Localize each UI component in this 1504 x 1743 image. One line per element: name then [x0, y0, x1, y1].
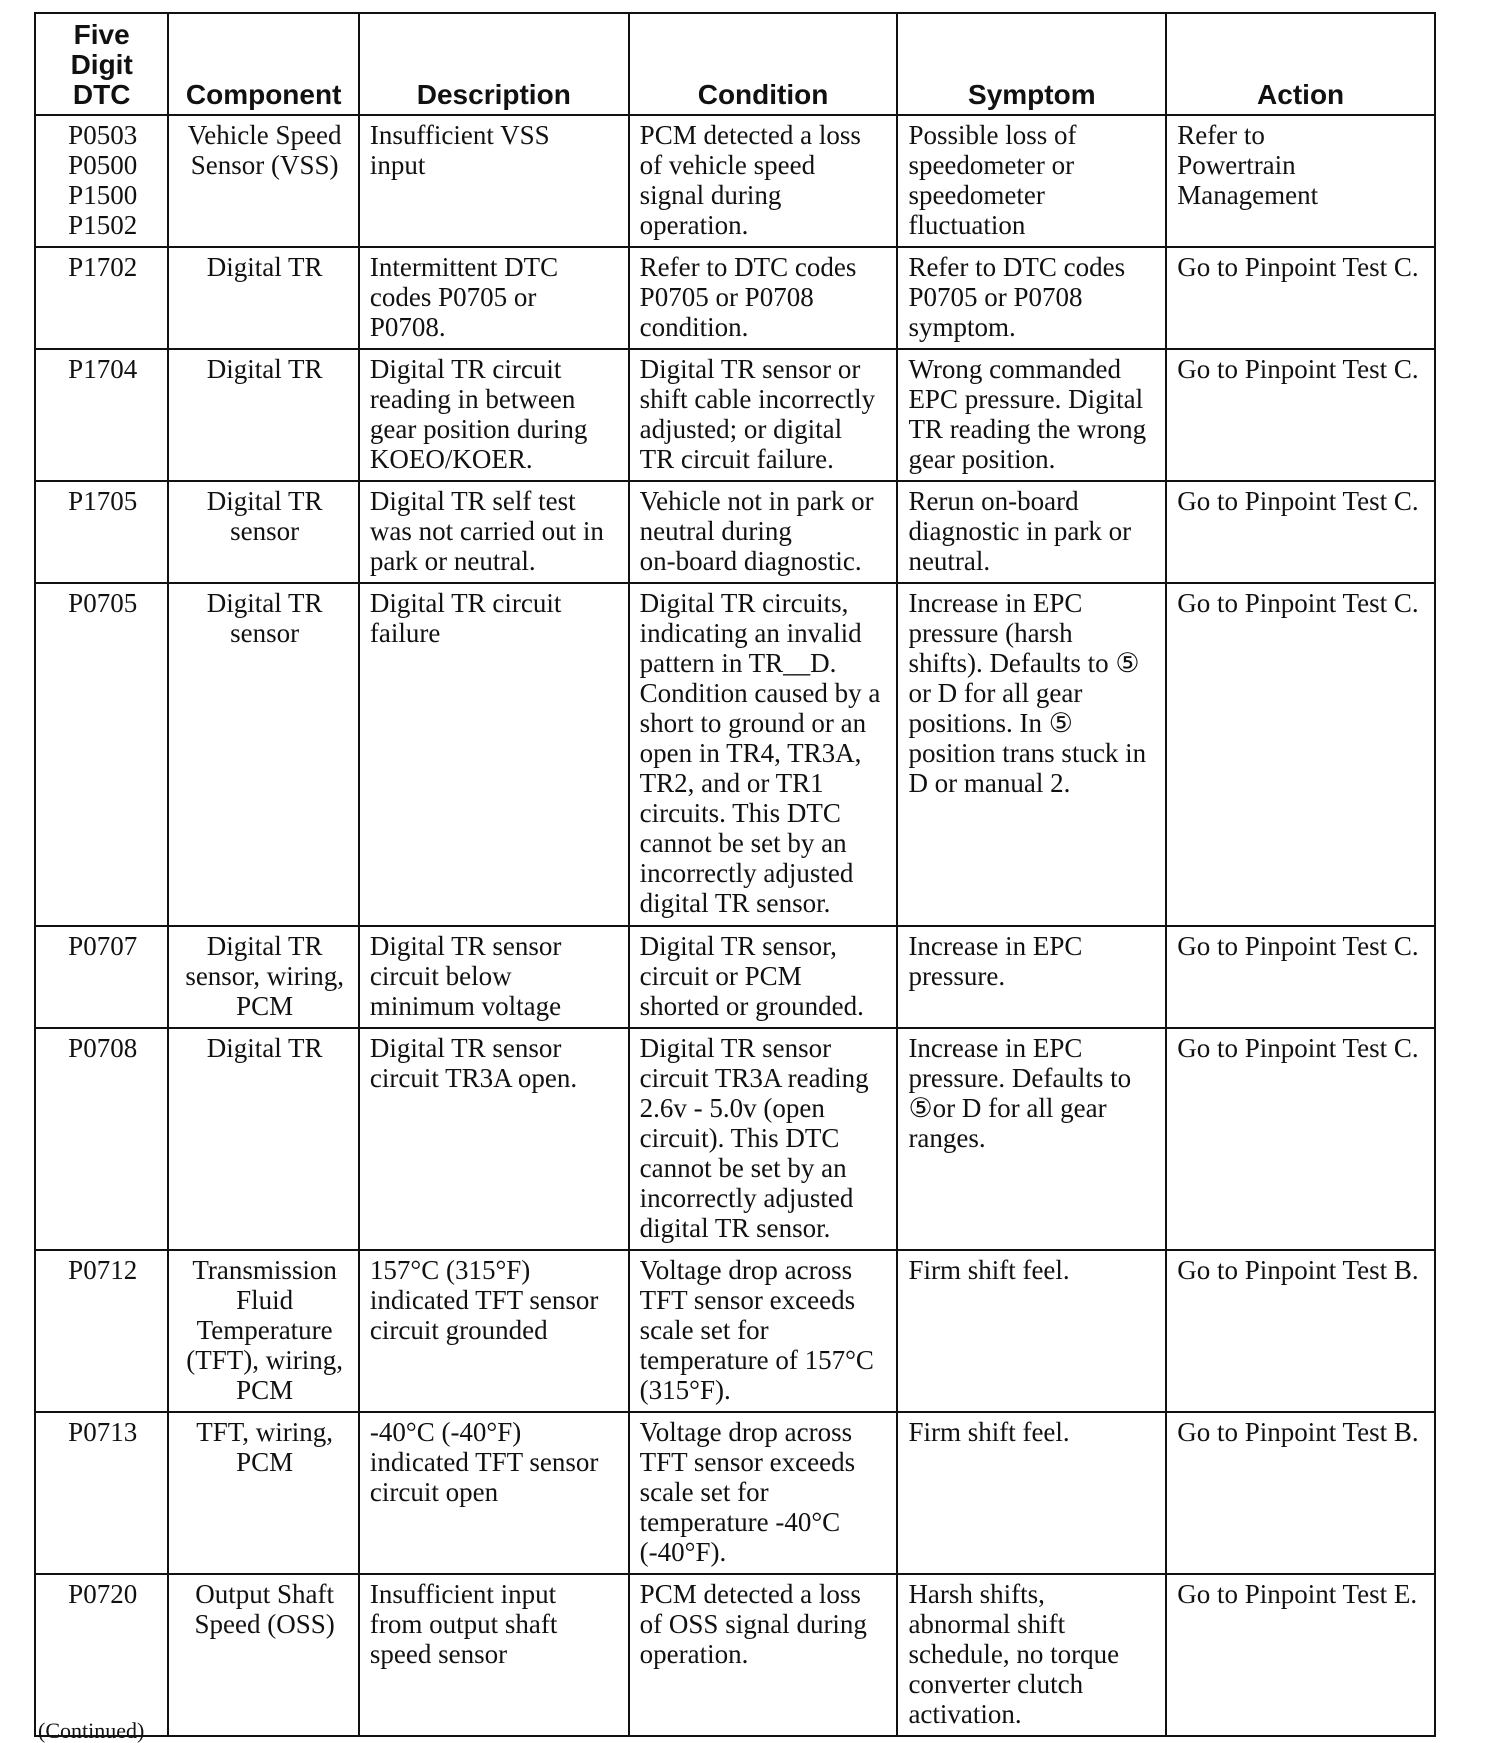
action-cell: Go to Pinpoint Test B.: [1166, 1412, 1435, 1574]
condition-cell: Digital TR sensor circuit TR3A reading 2.6v - 5.0v (open circuit). This DTC cannot be set by an incorrectly adjusted digital TR sensor.: [629, 1028, 898, 1250]
action-cell: Go to Pinpoint Test C.: [1166, 926, 1435, 1028]
condition-cell: Digital TR circuits, indicating an invalid pattern in TR__D. Condition caused by a short to ground or an open in TR4, TR3A, TR2, and or TR1 circuits. This DTC cannot be set by an incorrectly adjusted digital TR sensor.: [629, 583, 898, 926]
symptom-cell: Rerun on-board diagnostic in park or neutral.: [897, 481, 1166, 583]
header-row: [35, 13, 1435, 115]
component-cell: TFT, wiring, PCM: [168, 1412, 359, 1574]
condition-cell: Voltage drop across TFT sensor exceeds scale set for temperature of 157°C (315°F).: [629, 1250, 898, 1412]
condition-cell: Vehicle not in park or neutral during on-board diagnostic.: [629, 481, 898, 583]
table-row: [35, 1574, 1435, 1736]
component-cell: Digital TR: [168, 1028, 359, 1250]
condition-cell: Digital TR sensor or shift cable incorrectly adjusted; or digital TR circuit failure.: [629, 349, 898, 481]
component-cell: Digital TR: [168, 247, 359, 349]
condition-cell: PCM detected a loss of vehicle speed signal during operation.: [629, 115, 898, 247]
dtc-cell: P0713: [35, 1412, 168, 1574]
table-row: [35, 583, 1435, 926]
description-cell: -40°C (-40°F) indicated TFT sensor circuit open: [359, 1412, 629, 1574]
dtc-cell: P0720: [35, 1574, 168, 1736]
dtc-cell: P0503 P0500 P1500 P1502: [35, 115, 168, 247]
description-cell: Digital TR self test was not carried out in park or neutral.: [359, 481, 629, 583]
description-cell: Intermittent DTC codes P0705 or P0708.: [359, 247, 629, 349]
condition-cell: Refer to DTC codes P0705 or P0708 condition.: [629, 247, 898, 349]
dtc-cell: P0705: [35, 583, 168, 926]
component-cell: Vehicle Speed Sensor (VSS): [168, 115, 359, 247]
symptom-cell: Harsh shifts, abnormal shift schedule, no torque converter clutch activation.: [897, 1574, 1166, 1736]
dtc-cell: P1705: [35, 481, 168, 583]
component-cell: Digital TR sensor, wiring, PCM: [168, 926, 359, 1028]
action-cell: Go to Pinpoint Test E.: [1166, 1574, 1435, 1736]
dtc-cell: P1704: [35, 349, 168, 481]
dtc-cell: P0708: [35, 1028, 168, 1250]
table-header: [35, 13, 1435, 115]
dtc-cell: P0707: [35, 926, 168, 1028]
description-cell: Digital TR circuit failure: [359, 583, 629, 926]
table-row: [35, 1250, 1435, 1412]
action-cell: Go to Pinpoint Test C.: [1166, 1028, 1435, 1250]
description-cell: Insufficient VSS input: [359, 115, 629, 247]
column-header-description: Description: [359, 13, 629, 115]
symptom-cell: Firm shift feel.: [897, 1412, 1166, 1574]
action-cell: Refer to Powertrain Management: [1166, 115, 1435, 247]
component-cell: Digital TR sensor: [168, 481, 359, 583]
condition-cell: PCM detected a loss of OSS signal during operation.: [629, 1574, 898, 1736]
component-cell: Digital TR sensor: [168, 583, 359, 926]
continued-note: (Continued): [38, 1718, 145, 1743]
symptom-cell: Increase in EPC pressure.: [897, 926, 1166, 1028]
description-cell: Digital TR sensor circuit TR3A open.: [359, 1028, 629, 1250]
dtc-table: [34, 12, 1436, 1737]
symptom-cell: Refer to DTC codes P0705 or P0708 symptom.: [897, 247, 1166, 349]
description-cell: 157°C (315°F) indicated TFT sensor circuit grounded: [359, 1250, 629, 1412]
table-row: [35, 349, 1435, 481]
action-cell: Go to Pinpoint Test C.: [1166, 247, 1435, 349]
table-row: [35, 926, 1435, 1028]
table-row: [35, 481, 1435, 583]
column-header-component: Component: [168, 13, 359, 115]
description-cell: Digital TR circuit reading in between gear position during KOEO/KOER.: [359, 349, 629, 481]
description-cell: Insufficient input from output shaft speed sensor: [359, 1574, 629, 1736]
dtc-cell: P0712: [35, 1250, 168, 1412]
component-cell: Digital TR: [168, 349, 359, 481]
description-cell: Digital TR sensor circuit below minimum voltage: [359, 926, 629, 1028]
condition-cell: Voltage drop across TFT sensor exceeds scale set for temperature -40°C (-40°F).: [629, 1412, 898, 1574]
table-row: [35, 115, 1435, 247]
column-header-condition: Condition: [629, 13, 898, 115]
action-cell: Go to Pinpoint Test C.: [1166, 583, 1435, 926]
symptom-cell: Increase in EPC pressure (harsh shifts). Defaults to ⑤ or D for all gear positions. In ⑤ position trans stuck in D or manual 2.: [897, 583, 1166, 926]
column-header-symptom: Symptom: [897, 13, 1166, 115]
symptom-cell: Increase in EPC pressure. Defaults to ⑤or D for all gear ranges.: [897, 1028, 1166, 1250]
action-cell: Go to Pinpoint Test C.: [1166, 349, 1435, 481]
action-cell: Go to Pinpoint Test B.: [1166, 1250, 1435, 1412]
condition-cell: Digital TR sensor, circuit or PCM shorted or grounded.: [629, 926, 898, 1028]
symptom-cell: Possible loss of speedometer or speedometer fluctuation: [897, 115, 1166, 247]
action-cell: Go to Pinpoint Test C.: [1166, 481, 1435, 583]
dtc-cell: P1702: [35, 247, 168, 349]
column-header-dtc: Five Digit DTC: [35, 13, 168, 115]
table-row: [35, 1412, 1435, 1574]
table-row: [35, 1028, 1435, 1250]
component-cell: Output Shaft Speed (OSS): [168, 1574, 359, 1736]
table-body: [35, 115, 1435, 1736]
table-row: [35, 247, 1435, 349]
component-cell: Transmission Fluid Temperature (TFT), wiring, PCM: [168, 1250, 359, 1412]
symptom-cell: Firm shift feel.: [897, 1250, 1166, 1412]
symptom-cell: Wrong commanded EPC pressure. Digital TR reading the wrong gear position.: [897, 349, 1166, 481]
column-header-action: Action: [1166, 13, 1435, 115]
